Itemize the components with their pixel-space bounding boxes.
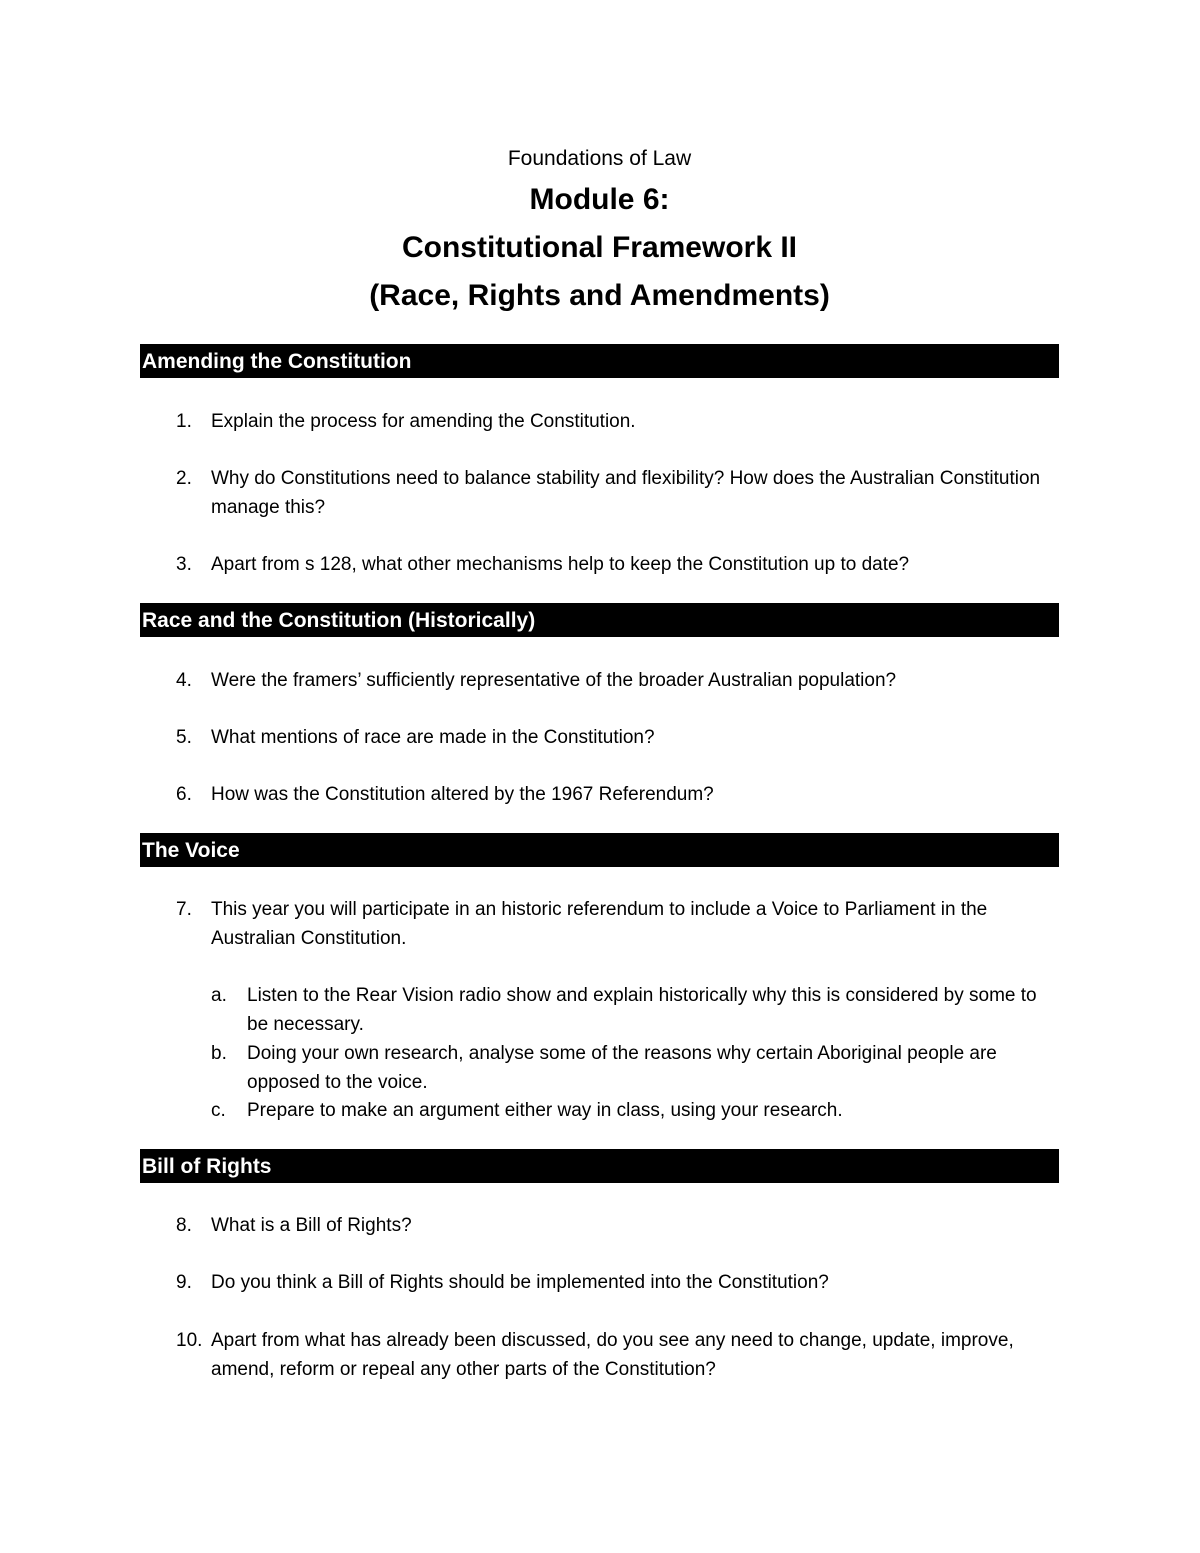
subquestion-text: Listen to the Rear Vision radio show and explain historically why this is considered by some to be necessary. — [247, 985, 1037, 1035]
question-text: How was the Constitution altered by the 1967 Referendum? — [211, 784, 714, 805]
section-heading-bill-of-rights: Bill of Rights — [140, 1149, 1059, 1183]
question-number: 9. — [176, 1272, 192, 1293]
section-heading-voice: The Voice — [140, 833, 1059, 867]
subquestion-letter: b. — [211, 1043, 227, 1064]
question-number: 8. — [176, 1215, 192, 1236]
subquestion-a — [140, 981, 1059, 1039]
subquestion-b — [140, 1039, 1059, 1097]
subquestion-c — [140, 1096, 1059, 1125]
question-number: 4. — [176, 670, 192, 691]
question-10 — [140, 1326, 1059, 1384]
question-number: 1. — [176, 411, 192, 432]
question-6 — [140, 780, 1059, 809]
question-number: 7. — [176, 899, 192, 920]
question-number: 3. — [176, 554, 192, 575]
question-text: This year you will participate in an historic referendum to include a Voice to Parliament in the Australian Constitution. — [211, 899, 988, 949]
module-title-line-3: (Race, Rights and Amendments) — [369, 279, 830, 312]
question-1 — [140, 407, 1059, 436]
question-number: 2. — [176, 468, 192, 489]
subquestion-letter: c. — [211, 1100, 226, 1121]
question-5 — [140, 723, 1059, 752]
section-heading-amending: Amending the Constitution — [140, 344, 1059, 378]
subquestion-text: Prepare to make an argument either way in class, using your research. — [247, 1100, 843, 1121]
question-4 — [140, 666, 1059, 695]
question-2 — [140, 464, 1059, 522]
question-3 — [140, 550, 1059, 579]
subquestion-letter: a. — [211, 985, 227, 1006]
title-block — [140, 142, 1059, 320]
question-number: 6. — [176, 784, 192, 805]
module-title-line-1: Module 6: — [529, 183, 670, 216]
question-text: Apart from what has already been discussed, do you see any need to change, update, improve, amend, reform or repeal any other parts of the Constitution? — [211, 1330, 1014, 1380]
question-text: What is a Bill of Rights? — [211, 1215, 412, 1236]
question-text: What mentions of race are made in the Constitution? — [211, 727, 655, 748]
question-number: 5. — [176, 727, 192, 748]
question-text: Were the framers’ sufficiently representative of the broader Australian population? — [211, 670, 897, 691]
question-text: Do you think a Bill of Rights should be implemented into the Constitution? — [211, 1272, 829, 1293]
question-8 — [140, 1211, 1059, 1240]
question-number: 10. — [176, 1330, 203, 1351]
question-text: Why do Constitutions need to balance stability and flexibility? How does the Australian Constitution manage this? — [211, 468, 1041, 518]
question-text: Explain the process for amending the Constitution. — [211, 411, 636, 432]
question-7 — [140, 895, 1059, 953]
module-title-line-2: Constitutional Framework II — [401, 231, 798, 264]
question-text: Apart from s 128, what other mechanisms help to keep the Constitution up to date? — [211, 554, 910, 575]
course-title: Foundations of Law — [507, 147, 692, 170]
section-heading-race: Race and the Constitution (Historically) — [140, 603, 1059, 637]
subquestion-text: Doing your own research, analyse some of the reasons why certain Aboriginal people are opposed to the voice. — [247, 1043, 997, 1093]
question-9 — [140, 1268, 1059, 1297]
